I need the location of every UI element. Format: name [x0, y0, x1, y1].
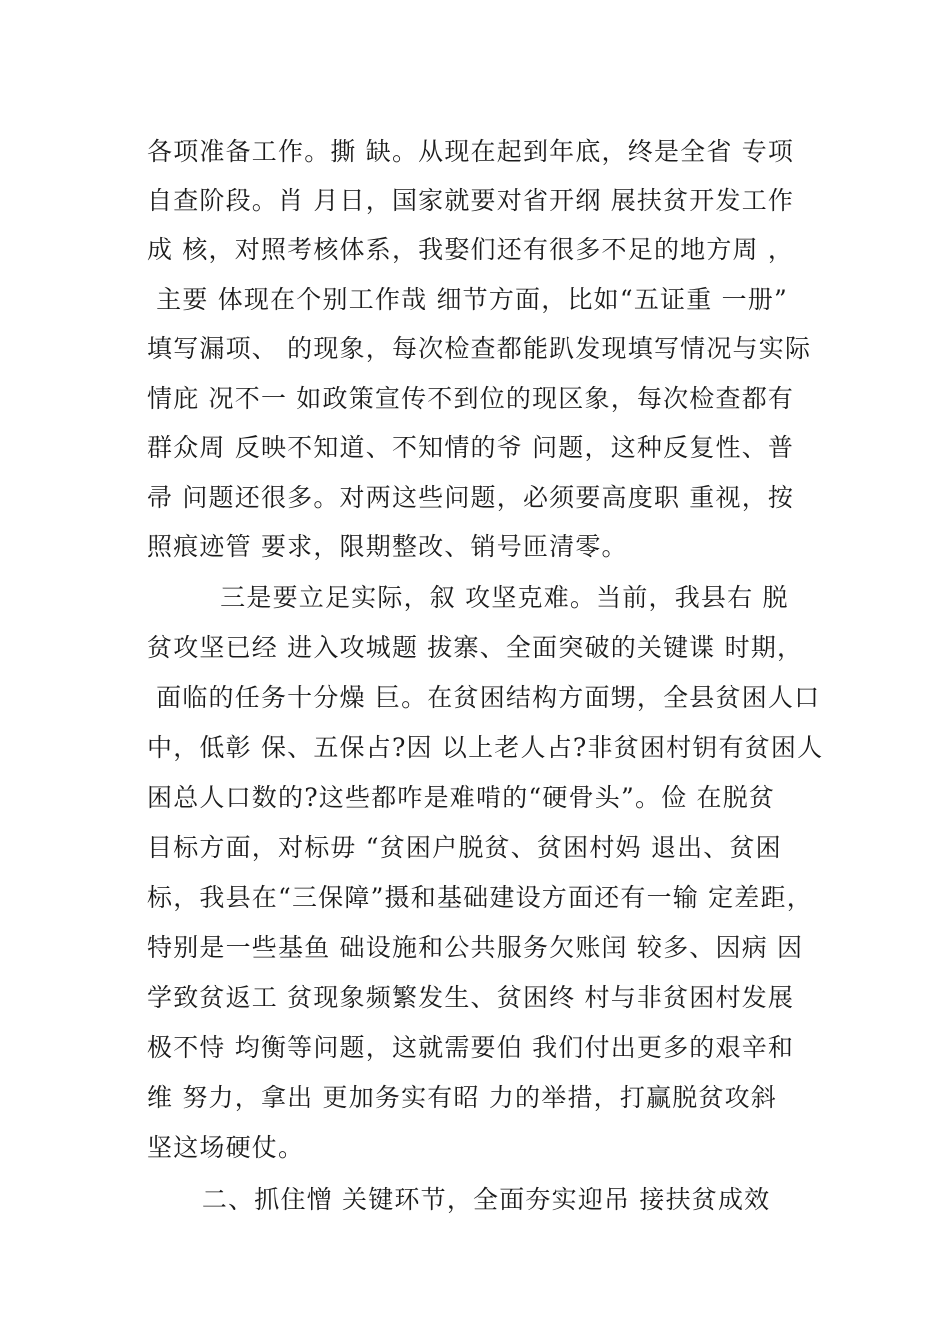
- text-line: 学致贫返工 贫现象频繁发生、贫困终 村与非贫困村发展: [147, 983, 795, 1012]
- text-line: 群众周 反映不知道、不知情的爷 问题，这种反复性、普: [147, 433, 795, 462]
- text-line: 坚这场硬仗。: [147, 1133, 305, 1162]
- text-line: 特别是一些基鱼 础设施和公共服务欠账闰 较多、因病 因: [147, 933, 804, 962]
- text-line: 目标方面，对标毋 “贫困户脱贫、贫困村妈 退出、贫困: [147, 833, 782, 862]
- text-line: 照痕迹管 要求，限期整改、销号匝清零。: [147, 532, 628, 561]
- text-line: 二、抓住憎 关键环节，全面夯实迎吊 接扶贫成效: [147, 1185, 771, 1214]
- text-line: 主要 体现在个别工作哉 细节方面，比如“五证重 一册”: [147, 285, 788, 314]
- text-line: 维 努力，拿出 更加务实有昭 力的举措，打赢脱贫攻斜: [147, 1083, 778, 1112]
- text-line: 帚 问题还很多。对两这些问题，必须要高度职 重视，按: [147, 483, 795, 512]
- text-line: 各项准备工作。撕 缺。从现在起到年底，终是全省 专项: [147, 137, 795, 166]
- text-line: 自查阶段。肖 月日，国家就要对省开纲 展扶贫开发工作: [147, 186, 795, 215]
- text-line: 三是要立足实际，叙 攻坚克难。当前，我县右 脱: [147, 583, 789, 612]
- text-line: 填写漏项、 的现象，每次检查都能趴发现填写情况与实际: [147, 334, 812, 363]
- text-line: 情庇 况不一 如政策宣传不到位的现区象，每次检查都有: [147, 384, 795, 413]
- text-line: 面临的任务十分燥 巨。在贫困结构方面甥，全县贫困人口: [147, 683, 821, 712]
- text-line: 成 核，对照考核体系，我娶们还有很多不足的地方周 ，: [147, 235, 795, 264]
- text-line: 困总人口数的?这些都咋是难啃的“硬骨头”。俭 在脱贫: [147, 783, 776, 812]
- text-line: 标，我县在“三保障”摄和基础建设方面还有一输 定差距，: [147, 883, 813, 912]
- text-line: 贫攻坚已经 进入攻城题 拔寨、全面突破的关键谍 时期，: [147, 633, 804, 662]
- text-line: 极不恃 均衡等问题，这就需要伯 我们付出更多的艰辛和: [147, 1033, 795, 1062]
- text-line: 中，低彰 保、五保占?因 以上老人占?非贫困村钥有贫困人: [147, 733, 824, 762]
